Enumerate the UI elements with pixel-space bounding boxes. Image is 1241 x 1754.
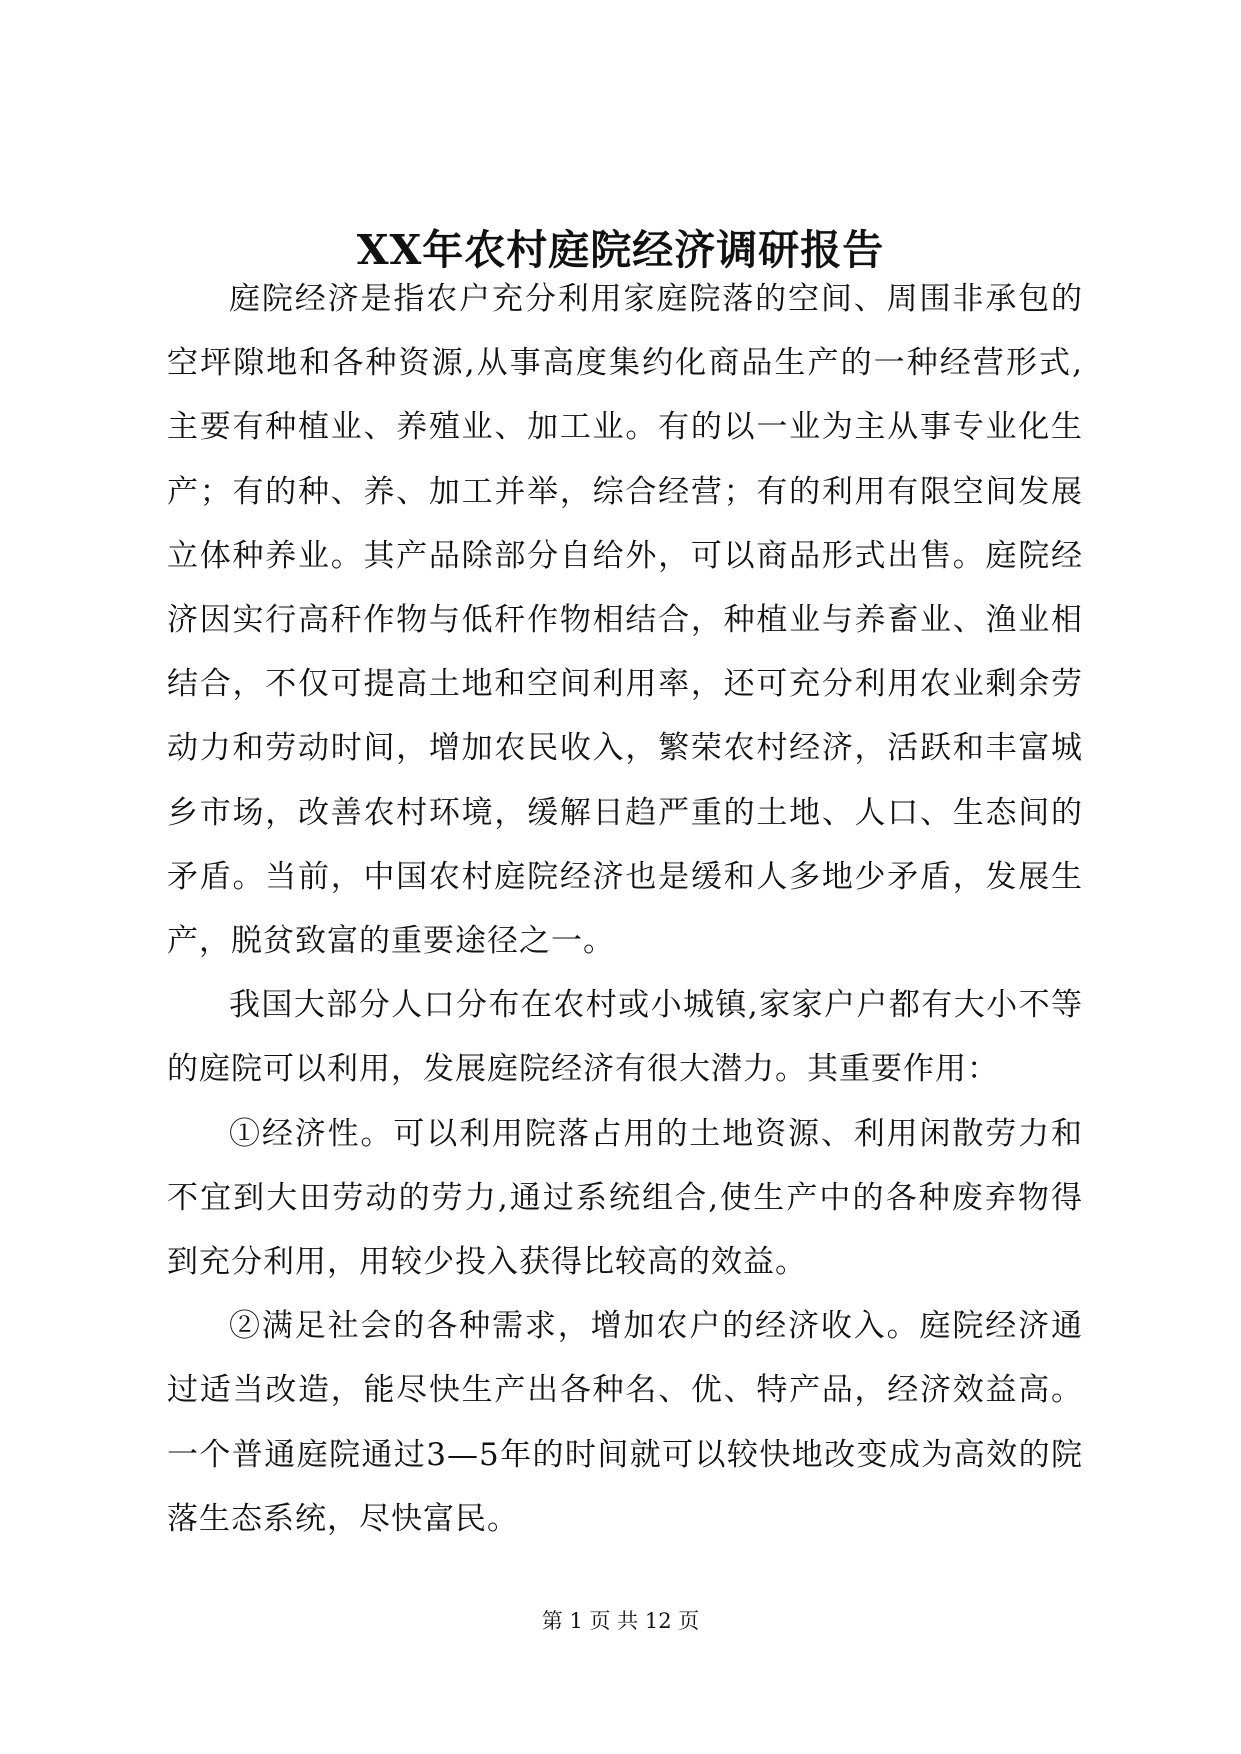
- document-title: XX年农村庭院经济调研报告: [356, 226, 885, 274]
- page-number-footer: 第 1 页 共 12 页: [541, 1609, 700, 1633]
- document-body: [167, 267, 1083, 1551]
- paragraph-potential: 我国大部分人口分布在农村或小城镇,家家户户都有大小不等的庭院可以利用，发展庭院经济有很大潜力。其重要作用：: [167, 987, 1083, 1088]
- paragraph-point-2: ②满足社会的各种需求，增加农户的经济收入。庭院经济通过适当改造，能尽快生产出各种名、优、特产品，经济效益高。一个普通庭院通过3—5年的时间就可以较快地改变成为高效的院落生态系统，尽快富民。: [167, 1308, 1083, 1537]
- paragraph-point-1: ①经济性。可以利用院落占用的土地资源、利用闲散劳力和不宜到大田劳动的劳力,通过系统组合,使生产中的各种废弃物得到充分利用，用较少投入获得比较高的效益。: [167, 1115, 1083, 1281]
- paragraph-intro: 庭院经济是指农户充分利用家庭院落的空间、周围非承包的空坪隙地和各种资源,从事高度集约化商品生产的一种经营形式,主要有种植业、养殖业、加工业。有的以一业为主从事专业化生产；有的种、养、加工并举，综合经营；有的利用有限空间发展立体种养业。其产品除部分自给外，可以商品形式出售。庭院经济因实行高秆作物与低秆作物相结合，种植业与养畜业、渔业相结合，不仅可提高土地和空间利用率，还可充分利用农业剩余劳动力和劳动时间，增加农民收入，繁荣农村经济，活跃和丰富城乡市场，改善农村环境，缓解日趋严重的土地、人口、生态间的矛盾。当前，中国农村庭院经济也是缓和人多地少矛盾，发展生产，脱贫致富的重要途径之一。: [167, 281, 1083, 960]
